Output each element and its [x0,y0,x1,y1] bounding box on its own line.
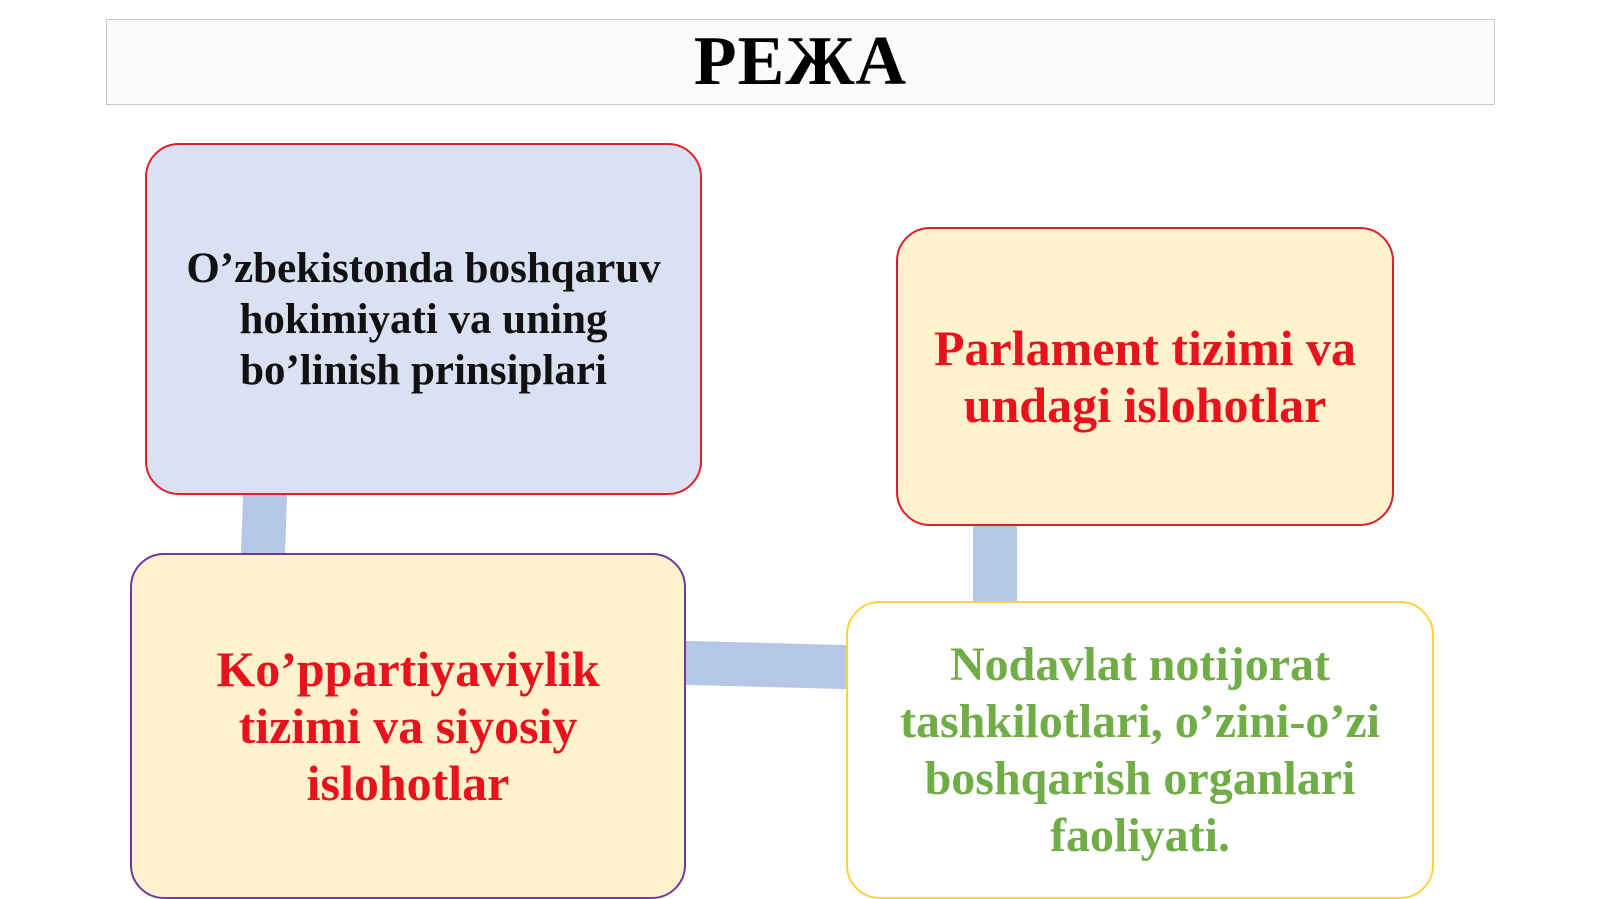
plan-item-governance [145,143,702,495]
plan-item-parliament [896,227,1394,526]
plan-item-ngo [846,601,1434,899]
page-title: РЕЖА [693,23,908,100]
plan-item-multiparty-text: Ko’ppartiyaviylik tizimi va siyosiy islohotlar [216,640,600,811]
plan-item-ngo-text: Nodavlat notijorat tashkilotlari, o’zini-o’zi boshqarish organlari faoliyati. [900,638,1380,862]
plan-item-multiparty [130,553,686,899]
plan-item-governance-text: O’zbekistonda boshqaruv hokimiyati va uning bo’linish prinsiplari [186,244,661,394]
connector-governance-multiparty [241,495,287,555]
connector-multiparty-ngo [686,641,848,689]
title-bar [106,19,1495,105]
plan-item-parliament-text: Parlament tizimi va undagi islohotlar [933,319,1357,433]
connector-parliament-ngo [973,526,1017,602]
